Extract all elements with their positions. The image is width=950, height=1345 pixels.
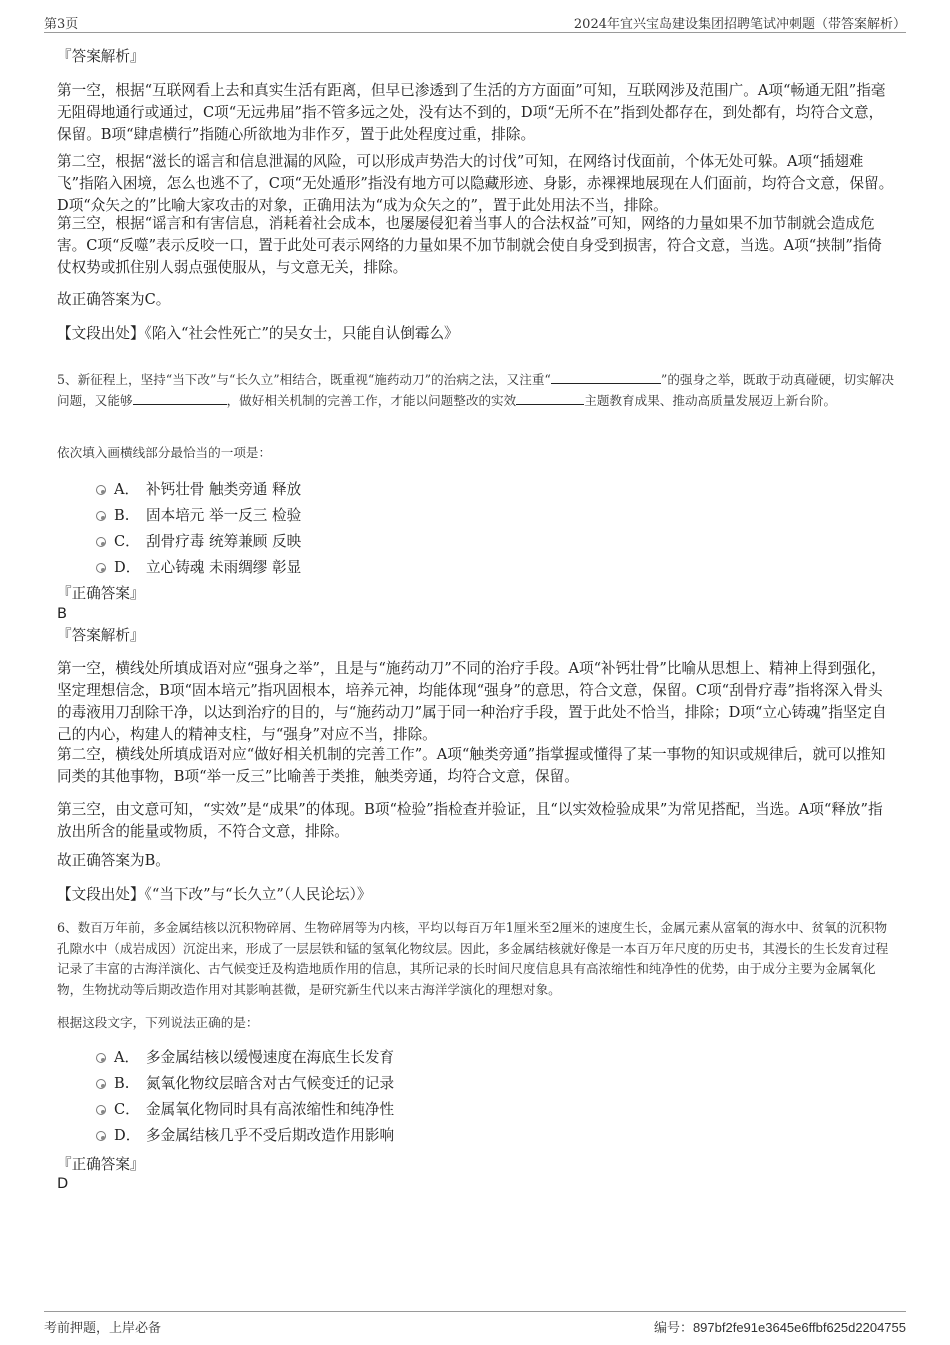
option-letter: D． — [114, 1127, 141, 1144]
option-letter: C． — [114, 533, 140, 550]
q5-source: 【文段出处】《“当下改”与“长久立”（人民论坛）》 — [57, 886, 372, 903]
q5-blank-3 — [516, 391, 584, 405]
footer-slogan: 考前押题，上岸必备 — [44, 1321, 162, 1336]
option-text: 氮氧化物纹层暗含对古气候变迁的记录 — [146, 1075, 395, 1092]
option-letter: A． — [114, 1049, 140, 1066]
option-letter: D． — [114, 559, 141, 576]
q4-analysis-blank1: 第一空，根据“互联网看上去和真实生活有距离，但早已渗透到了生活的方方面面”可知，互联网涉及范围广。A项“畅通无阻”指毫无阻碍地通行或通过，C项“无远弗届”指不管多远之处，没有达不到的，D项“无所不在”指到处都存在，到处都有，均符合文意，保留。B项“肆虐横行”指随心所欲地为非作歹，置于此处程度过重，排除。 — [57, 82, 886, 143]
option-text: 多金属结核几乎不受后期改造作用影响 — [146, 1127, 395, 1144]
radio-icon[interactable] — [96, 563, 106, 573]
q5-prompt: 依次填入画横线部分最恰当的一项是： — [57, 445, 272, 460]
option-text: 多金属结核以缓慢速度在海底生长发育 — [146, 1049, 395, 1066]
radio-icon[interactable] — [96, 511, 106, 521]
option-text: 立心铸魂 未雨绸缪 彰显 — [146, 559, 302, 576]
option-text: 固本培元 举一反三 检验 — [146, 507, 302, 524]
q5-analysis-blank3: 第三空，由文意可知，“实效”是“成果”的体现。B项“检验”指检查并验证，且“以实效检验成果”为常见搭配，当选。A项“释放”指放出所含的能量或物质，不符合文意，排除。 — [57, 801, 883, 840]
option-text: 补钙壮骨 触类旁通 释放 — [146, 481, 302, 498]
radio-icon[interactable] — [96, 1131, 106, 1141]
radio-icon[interactable] — [96, 1079, 106, 1089]
option-letter: C． — [114, 1101, 140, 1118]
code-label: 编号： — [653, 1321, 693, 1336]
q6-correct-label: 『正确答案』 — [57, 1156, 145, 1173]
q5-stem: 5、新征程上，坚持“当下改”与“长久立”相结合，既重视“施药动刀”的治病之法，又注重“ ”的强身之举，既敢于动真碰硬，切实解决问题，又能够 ，做好相关机制的完善工作，才能以问题整改的实效 主题教育成果、推动高质量发展迈上新台阶。 — [57, 372, 895, 408]
option-letter: B. — [114, 507, 130, 524]
option-text: 刮骨疗毒 统筹兼顾 反映 — [146, 533, 302, 550]
option-letter: A． — [114, 481, 140, 498]
option-letter: B. — [114, 1075, 130, 1092]
q4-analysis-label: 『答案解析』 — [57, 48, 145, 65]
q4-analysis-blank3: 第三空，根据“谣言和有害信息，消耗着社会成本，也屡屡侵犯着当事人的合法权益”可知，网络的力量如果不加节制就会造成危害。C项“反噬”表示反咬一口，置于此处可表示网络的力量如果不加节制就会使自身受到损害，符合文意，当选。A项“挟制”指倚仗权势或抓住别人弱点强使服从，与文意无关，排除。 — [57, 215, 883, 276]
page-header — [44, 10, 906, 33]
page-number: 第3页 — [44, 17, 79, 32]
q5-analysis-blank1: 第一空，横线处所填成语对应“强身之举”，且是与“施药动刀”不同的治疗手段。A项“补钙壮骨”比喻从思想上、精神上得到强化，坚定理想信念，B项“固本培元”指巩固根本，培养元神，均能体现“强身”的意思，符合文意，保留。C项“刮骨疗毒”指将深入骨头的毒液用刀刮除干净，以达到治疗的目的，与“施药动刀”属于同一种治疗手段，置于此处不恰当，排除；D项“立心铸魂”指坚定自己的内心，构建人的精神支柱，与“强身”对应不当，排除。 — [57, 660, 887, 743]
q6-stem: 6、数百万年前，多金属结核以沉积物碎屑、生物碎屑等为内核，平均以每百万年1厘米至2厘米的速度生长，金属元素从富氧的海水中、贫氧的沉积物孔隙水中（成岩成因）沉淀出来，形成了一层层铁和锰的氢氧化物纹层。因此，多金属结核就好像是一本百万年尺度的历史书，其漫长的生长发育过程记录了丰富的古海洋演化、古气候变迁及构造地质作用的信息，其所记录的长时间尺度信息具有高浓缩性和纯净性的优势，由于成分主要为金属氧化物，生物扰动等后期改造作用对其影响甚微，是研究新生代以来古海洋学演化的理想对象。 — [57, 920, 889, 997]
footer-code — [654, 1317, 906, 1336]
q5-analysis-blank2: 第二空，横线处所填成语对应“做好相关机制的完善工作”。A项“触类旁通”指掌握或懂得了某一事物的知识或规律后，就可以推知同类的其他事物，B项“举一反三”比喻善于类推，触类旁通，均符合文意，保留。 — [57, 746, 886, 785]
q4-conclusion: 故正确答案为C。 — [57, 291, 171, 308]
radio-icon[interactable] — [96, 485, 106, 495]
radio-icon[interactable] — [96, 537, 106, 547]
q4-analysis-blank2: 第二空，根据“滋长的谣言和信息泄漏的风险，可以形成声势浩大的讨伐”可知，在网络讨伐面前，个体无处可躲。A项“插翅难飞”指陷入困境，怎么也逃不了，C项“无处遁形”指没有地方可以隐藏形迹、身影，赤裸裸地展现在人们面前，均符合文意，保留。D项“众矢之的”比喻大家攻击的对象，正确用法为“成为众矢之的”，置于此处用法不当，排除。 — [57, 153, 894, 214]
radio-icon[interactable] — [96, 1053, 106, 1063]
option-text: 金属氧化物同时具有高浓缩性和纯净性 — [146, 1101, 395, 1118]
q6-answer: D — [57, 1175, 69, 1192]
code-value: 897bf2fe91e3645e6ffbf625d2204755 — [692, 1320, 906, 1335]
q5-conclusion: 故正确答案为B。 — [57, 852, 170, 869]
page-footer — [44, 1311, 906, 1340]
q5-answer: B — [57, 605, 68, 622]
q4-source: 【文段出处】《陷入“社会性死亡”的吴女士，只能自认倒霉么》 — [57, 325, 459, 342]
q5-analysis-label: 『答案解析』 — [57, 627, 145, 644]
q6-prompt: 根据这段文字，下列说法正确的是： — [57, 1015, 259, 1030]
document-title: 2024年宜兴宝岛建设集团招聘笔试冲刺题（带答案解析） — [573, 17, 906, 32]
q5-correct-label: 『正确答案』 — [57, 585, 145, 602]
q5-blank-2 — [133, 391, 227, 405]
radio-icon[interactable] — [96, 1105, 106, 1115]
q5-blank-1 — [551, 370, 661, 384]
